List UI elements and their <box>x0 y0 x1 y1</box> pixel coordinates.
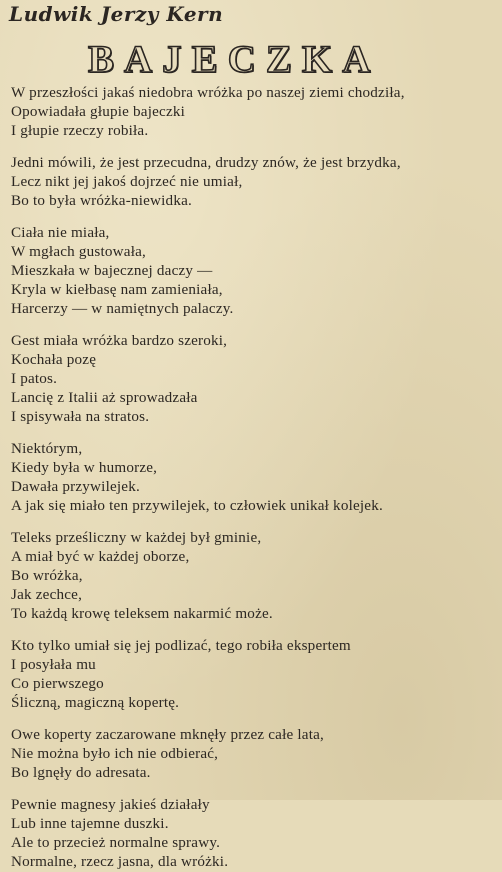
poem-line: Śliczną, magiczną kopertę. <box>11 695 180 711</box>
poem-title: BAJECZKA <box>88 38 381 81</box>
poem-stanza <box>11 224 501 319</box>
poem-line: Opowiadała głupie bajeczki <box>11 104 186 120</box>
poem-line: A miał być w każdej oborze, <box>11 549 190 565</box>
poem-line: Owe koperty zaczarowane mknęły przez całe lata, <box>11 727 324 743</box>
poem-line: I posyłała mu <box>11 657 96 673</box>
poem-stanza <box>11 796 501 872</box>
poem-line: Kryla w kiełbasę nam zamieniała, <box>11 282 223 298</box>
poem-stanza <box>11 440 501 516</box>
poem-line: Gest miała wróżka bardzo szeroki, <box>11 333 228 349</box>
poem-line: Niektórym, <box>11 441 83 457</box>
poem-line: I patos. <box>11 371 58 387</box>
poem-line: Bo to była wróżka-niewidka. <box>11 193 192 209</box>
poem-line: Ciała nie miała, <box>11 225 110 241</box>
poem-line: Kto tylko umiał się jej podlizać, tego robiła ekspertem <box>11 638 351 654</box>
poem-line: Harcerzy — w namiętnych palaczy. <box>11 301 234 317</box>
poem-line: Dawała przywilejek. <box>11 479 140 495</box>
poem-line: Kiedy była w humorze, <box>11 460 158 476</box>
poem-stanza <box>11 84 501 141</box>
poem-line: Bo lgnęły do adresata. <box>11 765 151 781</box>
poem-line: W mgłach gustowała, <box>11 244 146 260</box>
poem-line: Ale to przecież normalne sprawy. <box>11 835 221 851</box>
poem-line: Nie można było ich nie odbierać, <box>11 746 219 762</box>
poem-line: Lub inne tajemne duszki. <box>11 816 169 832</box>
poem-line: I spisywała na stratos. <box>11 409 150 425</box>
poem-body <box>11 84 501 872</box>
poem-stanza <box>11 637 501 713</box>
poem-line: Kochała pozę <box>11 352 97 368</box>
poem-stanza <box>11 726 501 783</box>
poem-stanza <box>11 529 501 624</box>
author-name: Ludwik Jerzy Kern <box>9 2 224 26</box>
poem-line: Jedni mówili, że jest przecudna, drudzy znów, że jest brzydka, <box>11 155 401 171</box>
poem-line: Jak zechce, <box>11 587 83 603</box>
poem-line: Co pierwszego <box>11 676 104 692</box>
poem-line: Normalne, rzecz jasna, dla wróżki. <box>11 854 229 870</box>
poem-line: Pewnie magnesy jakieś działały <box>11 797 210 813</box>
poem-line: I głupie rzeczy robiła. <box>11 123 149 139</box>
poem-line: To każdą krowę teleksem nakarmić może. <box>11 606 273 622</box>
poem-line: W przeszłości jakaś niedobra wróżka po naszej ziemi chodziła, <box>11 85 405 101</box>
poem-stanza <box>11 154 501 211</box>
poem-stanza <box>11 332 501 427</box>
poem-line: Bo wróżka, <box>11 568 83 584</box>
poem-line: Mieszkała w bajecznej daczy — <box>11 263 213 279</box>
poem-line: Lecz nikt jej jakoś dojrzeć nie umiał, <box>11 174 243 190</box>
poem-line: Lancię z Italii aż sprowadzała <box>11 390 198 406</box>
poem-line: Teleks prześliczny w każdej był gminie, <box>11 530 262 546</box>
poem-line: A jak się miało ten przywilejek, to człowiek unikał kolejek. <box>11 498 383 514</box>
